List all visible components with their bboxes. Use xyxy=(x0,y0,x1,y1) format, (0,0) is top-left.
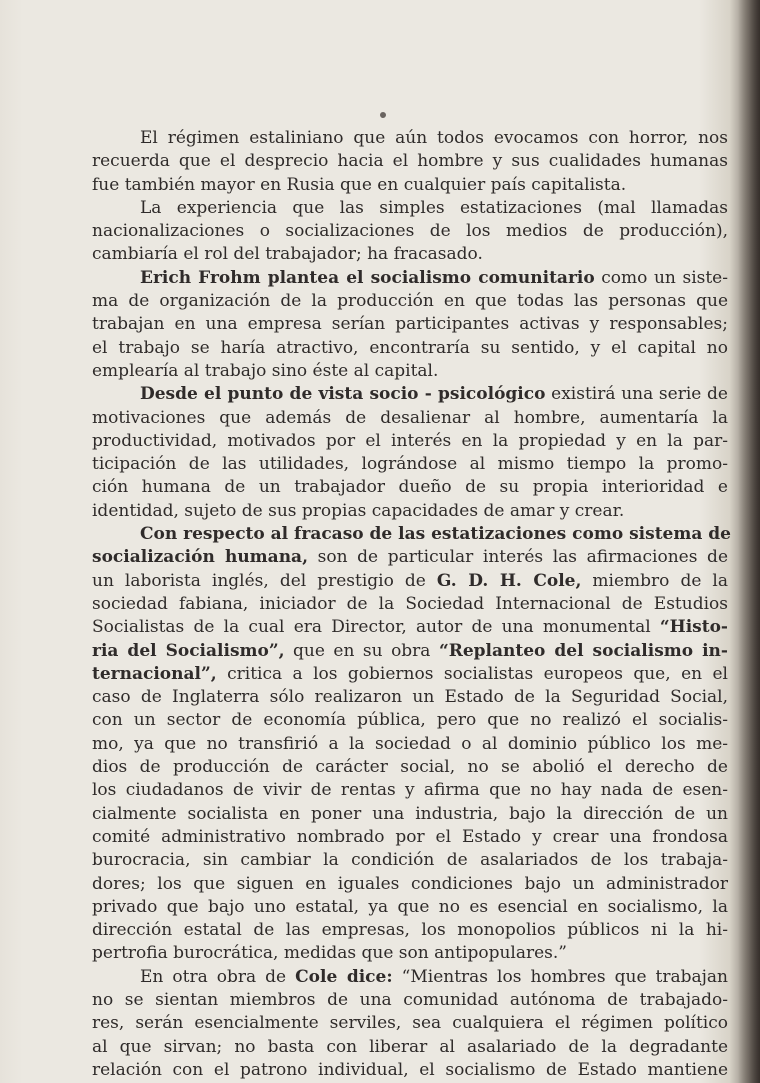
text-line xyxy=(92,1012,728,1035)
text-line xyxy=(92,756,728,779)
text-line xyxy=(92,127,728,150)
text-line xyxy=(92,360,728,383)
text-run: ción humana de un trabajador dueño de su propia interioridad e xyxy=(92,477,728,498)
text-run: dios de producción de carácter social, no se abolió el derecho de xyxy=(92,757,728,778)
text-run: En otra obra de xyxy=(140,966,296,987)
text-line xyxy=(92,150,728,173)
text-run: relación con el patrono individual, el socialismo de Estado mantiene xyxy=(92,1059,728,1080)
text-line xyxy=(92,407,728,430)
text-line xyxy=(92,267,728,290)
text-run: son de particular interés las afirmaciones de xyxy=(307,547,728,568)
text-line xyxy=(92,1036,728,1059)
text-run: dirección estatal de las empresas, los monopolios públicos ni la hi- xyxy=(92,920,728,941)
text-line xyxy=(92,826,728,849)
text-line xyxy=(92,919,728,942)
bold-text: G. D. H. Cole, xyxy=(436,570,582,591)
text-line xyxy=(92,709,728,732)
text-line xyxy=(92,942,728,965)
text-line xyxy=(92,313,728,336)
text-run: existirá una serie de xyxy=(545,384,728,405)
text-line xyxy=(92,1059,728,1082)
text-run: comité administrativo nombrado por el Estado y crear una frondosa xyxy=(92,826,728,847)
text-run: caso de Inglaterra sólo realizaron un Estado de la Seguridad Social, xyxy=(92,687,728,708)
text-line xyxy=(92,640,728,663)
text-run: recuerda que el desprecio hacia el hombre y sus cualidades humanas xyxy=(92,151,728,172)
text-line xyxy=(92,243,728,266)
text-run: los ciudadanos de vivir de rentas y afirma que no hay nada de esen- xyxy=(92,780,728,801)
text-line xyxy=(92,663,728,686)
bold-text: ternacional”, xyxy=(92,663,217,684)
text-run: Socialistas de la cual era Director, autor de una monumental xyxy=(92,617,660,638)
text-line xyxy=(92,500,728,523)
bold-text: “Replanteo del socialismo in- xyxy=(438,640,728,661)
page-mark xyxy=(380,112,386,118)
text-line xyxy=(92,849,728,872)
text-line xyxy=(92,733,728,756)
text-line xyxy=(92,593,728,616)
text-run: cambiaría el rol del trabajador; ha fracasado. xyxy=(92,244,483,265)
text-run: el trabajo se haría atractivo, encontraría su sentido, y el capital no xyxy=(92,337,728,358)
text-run: no se sientan miembros de una comunidad autónoma de trabajado- xyxy=(92,989,728,1010)
text-line xyxy=(92,803,728,826)
text-line xyxy=(92,337,728,360)
bold-text: Erich Frohm plantea el socialismo comunitario xyxy=(140,267,595,288)
bold-text: Desde el punto de vista socio - psicológico xyxy=(140,384,546,405)
text-run: con un sector de economía pública, pero que no realizó el socialis- xyxy=(92,710,728,731)
text-line xyxy=(92,896,728,919)
bold-text: socialización humana, xyxy=(92,547,308,568)
text-run: ticipación de las utilidades, lográndose al mismo tiempo la promo- xyxy=(92,454,728,475)
bold-text: Con respecto al fracaso de las estatizaciones como sistema de xyxy=(140,524,731,545)
bold-text: Cole dice: xyxy=(295,966,393,987)
text-run: trabajan en una empresa serían participantes activas y responsables; xyxy=(92,314,728,335)
text-line xyxy=(92,989,728,1012)
text-line xyxy=(92,220,728,243)
text-line xyxy=(92,290,728,313)
text-run: productividad, motivados por el interés en la propiedad y en la par- xyxy=(92,430,728,451)
text-run: emplearía al trabajo sino éste al capital. xyxy=(92,360,439,381)
text-run: privado que bajo uno estatal, ya que no es esencial en socialismo, la xyxy=(92,896,728,917)
text-run: identidad, sujeto de sus propias capacidades de amar y crear. xyxy=(92,500,625,521)
text-run: pertrofia burocrática, medidas que son antipopulares.” xyxy=(92,943,567,964)
text-run: un laborista inglés, del prestigio de xyxy=(92,570,437,591)
text-line xyxy=(92,383,728,406)
text-run: miembro de la xyxy=(581,570,728,591)
bold-text: ria del Socialismo”, xyxy=(92,640,285,661)
text-run: nacionalizaciones o socializaciones de los medios de producción), xyxy=(92,221,728,242)
text-line xyxy=(92,476,728,499)
text-line xyxy=(92,174,728,197)
text-run: sociedad fabiana, iniciador de la Sociedad Internacional de Estudios xyxy=(92,593,728,614)
text-run: res, serán esencialmente serviles, sea cualquiera el régimen político xyxy=(92,1013,728,1034)
text-run: que en su obra xyxy=(284,640,439,661)
text-run: mo, ya que no transfirió a la sociedad o al dominio público los me- xyxy=(92,733,728,754)
text-line xyxy=(92,873,728,896)
text-line xyxy=(92,546,728,569)
text-run: dores; los que siguen en iguales condiciones bajo un administrador xyxy=(92,873,728,894)
text-run: La experiencia que las simples estatizaciones (mal llamadas xyxy=(140,197,728,218)
text-run: El régimen estaliniano que aún todos evocamos con horror, nos xyxy=(140,128,728,148)
page-text xyxy=(92,127,731,1082)
text-line xyxy=(92,430,728,453)
text-line xyxy=(92,686,728,709)
text-run: fue también mayor en Rusia que en cualquier país capitalista. xyxy=(92,174,627,195)
text-run: burocracia, sin cambiar la condición de asalariados de los trabaja- xyxy=(92,850,728,871)
text-run: “Mientras los hombres que trabajan xyxy=(392,966,728,987)
text-line xyxy=(92,523,731,546)
text-run: cialmente socialista en poner una industria, bajo la dirección de un xyxy=(92,803,728,824)
text-run: al que sirvan; no basta con liberar al asalariado de la degradante xyxy=(92,1036,728,1057)
text-run: critica a los gobiernos socialistas europeos que, en el xyxy=(216,663,728,684)
text-line xyxy=(92,197,728,220)
text-line xyxy=(92,966,728,989)
text-line xyxy=(92,570,728,593)
text-run: ma de organización de la producción en que todas las personas que xyxy=(92,291,728,312)
text-line xyxy=(92,453,728,476)
text-line xyxy=(92,616,728,639)
text-run: como un siste- xyxy=(594,267,728,288)
page-binding-shadow xyxy=(738,0,760,1083)
text-line xyxy=(92,779,728,802)
bold-text: “Histo- xyxy=(659,617,728,638)
text-run: motivaciones que además de desalienar al hombre, aumentaría la xyxy=(92,407,728,428)
